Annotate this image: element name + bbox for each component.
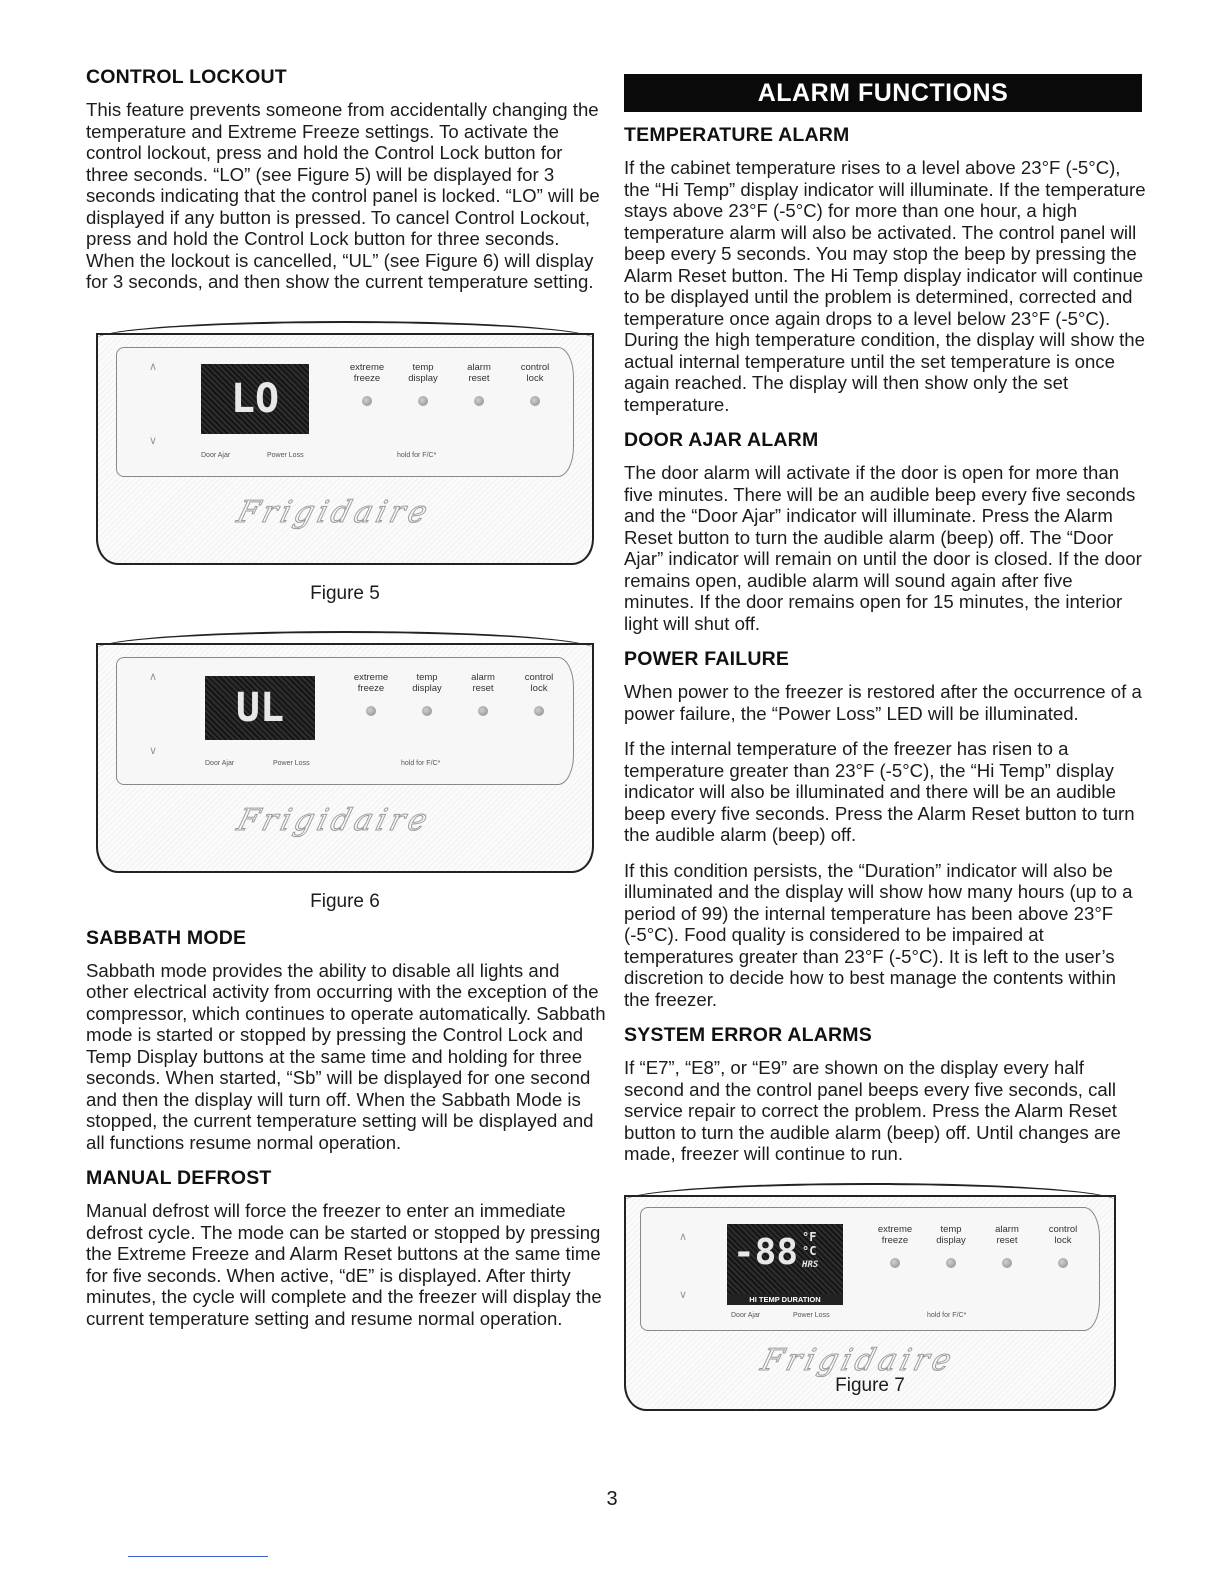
up-arrow-icon: ∧: [149, 670, 158, 683]
figure-6-caption: Figure 6: [310, 890, 380, 912]
unit-c: °C: [802, 1243, 817, 1258]
power-failure-body-2: If the internal temperature of the freezer has risen to a temperature greater than 23°F (-5°C), the “Hi Temp” display indicator will also be illuminated and there will be an audible beep every five seconds. Press the Alarm Reset button to turn the audible alarm (beep) off.: [624, 738, 1135, 845]
sabbath-mode-heading: SABBATH MODE: [86, 926, 247, 949]
control-lockout-body: This feature prevents someone from accidentally changing the temperature and Extreme Freeze settings. To activate the control lockout, press and hold the Control Lock button for three seconds. “LO” (see Figure 5) will be displayed for 3 seconds indicating that the control panel is locked. “LO” will be displayed if any button is pressed. To cancel Control Lockout, press and hold the Control Lock button for three seconds. When the lockout is cancelled, “UL” (see Figure 6) will display for 3 seconds, and then show the current temperature setting.: [86, 99, 600, 292]
extreme-freeze-button: extreme freeze: [343, 672, 399, 716]
lcd-display: UL: [205, 676, 315, 740]
temperature-alarm-heading: TEMPERATURE ALARM: [624, 124, 850, 146]
brand-logo: Frigidaire: [233, 802, 436, 838]
door-ajar-label: Door Ajar: [205, 759, 235, 767]
door-ajar-label: Door Ajar: [731, 1311, 761, 1319]
system-error-alarms-heading: SYSTEM ERROR ALARMS: [624, 1024, 872, 1046]
figure-5-caption: Figure 5: [310, 582, 380, 604]
alarm-reset-button: alarm reset: [455, 672, 511, 716]
control-lock-button: control lock: [1035, 1224, 1091, 1268]
unit-f: °F: [802, 1229, 817, 1244]
temperature-alarm-body: If the cabinet temperature rises to a level above 23°F (-5°C), the “Hi Temp” display indicator will illuminate. If the temperature stays above 23°F (-5°C) for more than one hour, a high temperature alarm will also be activated. The control panel will beep every 5 seconds. You may stop the beep by pressing the Alarm Reset button. The Hi Temp display indicator will continue to be displayed until the problem is determined, corrected and temperature once again drops to a level below 23°F (-5°C). During the high temperature condition, the display will show the actual internal temperature until the set temperature is once again reached. The display will then show only the set temperature.: [624, 157, 1146, 415]
figure-7-caption: Figure 7: [835, 1374, 905, 1396]
down-arrow-icon: ∨: [679, 1288, 688, 1301]
power-loss-label: Power Loss: [267, 451, 304, 459]
footer-rule: [128, 1556, 268, 1557]
control-lock-button: control lock: [511, 672, 567, 716]
figure-6: [96, 643, 594, 913]
power-failure-heading: POWER FAILURE: [624, 648, 790, 670]
panel-inner: [116, 657, 574, 785]
panel-inner: [640, 1207, 1100, 1331]
lcd-digits: -88: [733, 1231, 799, 1273]
hold-for-label: hold for F/C*: [927, 1311, 967, 1319]
door-ajar-label: Door Ajar: [201, 451, 231, 459]
alarm-reset-button: alarm reset: [979, 1224, 1035, 1268]
left-column: [86, 66, 606, 1343]
figure-7: [624, 1195, 1116, 1411]
door-ajar-alarm-heading: DOOR AJAR ALARM: [624, 429, 819, 451]
temp-display-button: temp display: [399, 672, 455, 716]
unit-hrs: HRS: [802, 1259, 819, 1270]
panel-buttons: [339, 362, 563, 406]
hold-for-label: hold for F/C*: [397, 451, 437, 459]
panel-inner: [116, 347, 574, 477]
lcd-units: [798, 1224, 818, 1272]
control-panel: [624, 1195, 1116, 1411]
temp-display-button: temp display: [923, 1224, 979, 1268]
manual-defrost-body: Manual defrost will force the freezer to enter an immediate defrost cycle. The mode can be started or stopped by pressing the Extreme Freeze and Alarm Reset buttons at the same time for five seconds. When active, “dE” is displayed. After thirty minutes, the cycle will complete and the freezer will display the current temperature setting and resume normal operation.: [86, 1200, 602, 1329]
brand-logo: Frigidaire: [233, 494, 436, 530]
control-panel: [96, 643, 594, 873]
lcd-display: [727, 1224, 843, 1294]
power-failure-body-3: If this condition persists, the “Duration” indicator will also be illuminated and the display will show how many hours (up to a period of 99) the internal temperature has been above 23°F (-5°C). Food quality is considered to be impaired at temperatures greater than 23°F (-5°C). It is left to the user’s discretion to decide how to best manage the contents within the freezer.: [624, 859, 1133, 1010]
brand-logo: Frigidaire: [757, 1342, 960, 1378]
control-lock-button: control lock: [507, 362, 563, 406]
sabbath-mode-body: Sabbath mode provides the ability to disable all lights and other electrical activity from occurring with the exception of the compressor, which continues to operate automatically. Sabbath mode is started or stopped by pressing the Control Lock and Temp Display buttons at the same time and holding for three seconds. When started, “Sb” will be displayed for one second and then the display will turn off. When the Sabbath Mode is stopped, the current temperature setting will be displayed and all functions resume normal operation.: [86, 959, 606, 1153]
temp-display-button: temp display: [395, 362, 451, 406]
alarm-functions-banner: ALARM FUNCTIONS: [624, 74, 1142, 112]
down-arrow-icon: ∨: [149, 434, 158, 447]
power-loss-label: Power Loss: [793, 1311, 830, 1319]
lcd-display: LO: [201, 364, 309, 434]
panel-buttons: [867, 1224, 1091, 1268]
control-panel: [96, 333, 594, 565]
right-column: [624, 66, 1146, 1411]
power-loss-label: Power Loss: [273, 759, 310, 767]
figure-5: [96, 333, 594, 605]
page-number: 3: [606, 1488, 618, 1510]
hold-for-label: hold for F/C*: [401, 759, 441, 767]
power-failure-body-1: When power to the freezer is restored after the occurrence of a power failure, the “Power Loss” LED will be illuminated.: [624, 681, 1142, 724]
up-arrow-icon: ∧: [149, 360, 158, 373]
hi-temp-duration-indicator: HI TEMP DURATION: [727, 1294, 843, 1305]
manual-defrost-heading: MANUAL DEFROST: [86, 1167, 272, 1189]
door-ajar-alarm-body: The door alarm will activate if the door is open for more than five minutes. There will be an audible beep every five seconds and the “Door Ajar” indicator will illuminate. Press the Alarm Reset button to turn the audible alarm (beep) off. The “Door Ajar” indicator will remain on until the door is closed. If the door remains open, audible alarm will sound again after five minutes. If the door remains open for 15 minutes, the interior light will shut off.: [624, 462, 1142, 634]
extreme-freeze-button: extreme freeze: [339, 362, 395, 406]
alarm-reset-button: alarm reset: [451, 362, 507, 406]
extreme-freeze-button: extreme freeze: [867, 1224, 923, 1268]
panel-buttons: [343, 672, 567, 716]
control-lockout-heading: CONTROL LOCKOUT: [86, 66, 287, 88]
up-arrow-icon: ∧: [679, 1230, 688, 1243]
system-error-alarms-body: If “E7”, “E8”, or “E9” are shown on the display every half second and the control panel beeps every five seconds, call service repair to correct the problem. Press the Alarm Reset button to turn the audible alarm (beep) off. Until changes are made, freezer will continue to run.: [624, 1057, 1121, 1164]
down-arrow-icon: ∨: [149, 744, 158, 757]
